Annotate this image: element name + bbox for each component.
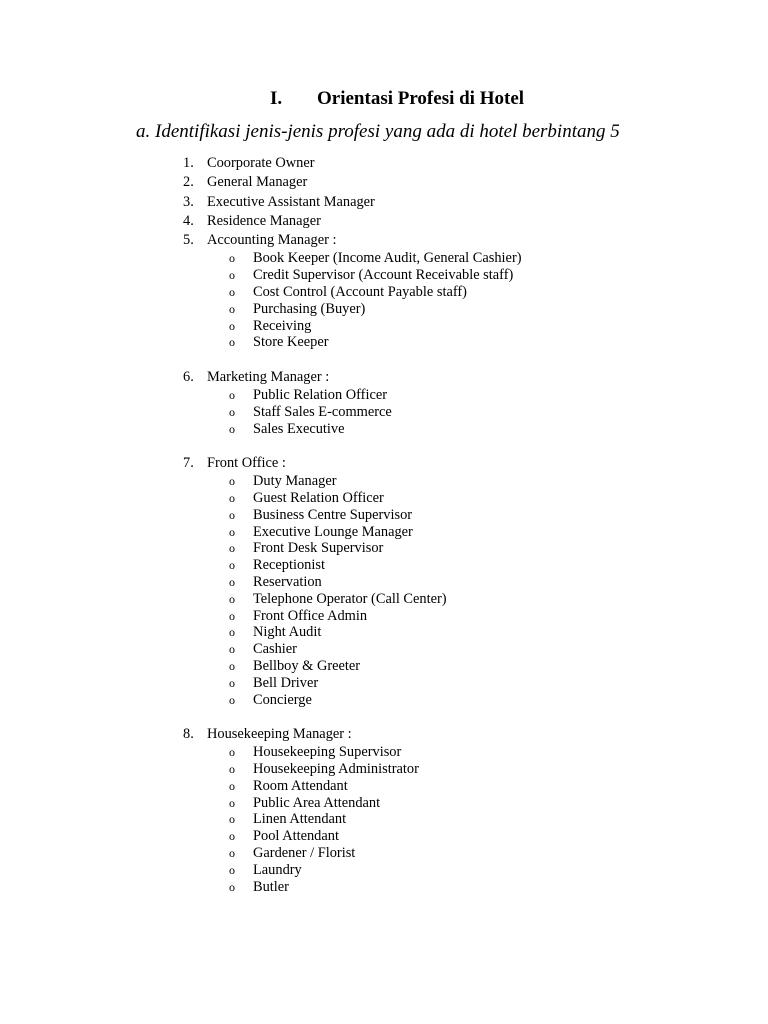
sub-list-item-label: Executive Lounge Manager: [253, 523, 413, 540]
sub-list-item: [0, 778, 768, 795]
circle-bullet-icon: o: [229, 318, 235, 333]
sub-list-item: [0, 404, 768, 421]
circle-bullet-icon: o: [229, 591, 235, 606]
sub-list-item-label: Receptionist: [253, 557, 325, 574]
sub-list-item: [0, 574, 768, 591]
circle-bullet-icon: o: [229, 659, 235, 674]
sub-list-item: [0, 318, 768, 335]
sub-list-item: [0, 473, 768, 490]
sub-list-item-label: Night Audit: [253, 624, 322, 641]
subsection-heading: a. Identifikasi jenis-jenis profesi yang ada di hotel berbintang 5: [136, 121, 620, 142]
list-item-label: Front Office :: [207, 454, 286, 471]
circle-bullet-icon: o: [229, 404, 235, 419]
circle-bullet-icon: o: [229, 285, 235, 300]
sub-list-item: [0, 862, 768, 879]
circle-bullet-icon: o: [229, 675, 235, 690]
sub-list-item: [0, 845, 768, 862]
circle-bullet-icon: o: [229, 762, 235, 776]
circle-bullet-icon: o: [229, 862, 235, 877]
list-item-label: Housekeeping Manager :: [207, 725, 352, 742]
circle-bullet-icon: o: [229, 335, 235, 350]
circle-bullet-icon: o: [229, 845, 235, 860]
list-item: [0, 725, 768, 744]
circle-bullet-icon: o: [229, 608, 235, 623]
sub-list-item: [0, 334, 768, 351]
sub-list-item-label: Store Keeper: [253, 334, 329, 351]
circle-bullet-icon: o: [229, 268, 235, 283]
list-item-label: Accounting Manager :: [207, 232, 337, 249]
circle-bullet-icon: o: [229, 692, 235, 707]
circle-bullet-icon: o: [229, 879, 235, 894]
sub-list-item-label: Butler: [253, 878, 289, 895]
sub-list-item: [0, 387, 768, 404]
sub-list-item: [0, 795, 768, 812]
list-item: [0, 193, 768, 212]
circle-bullet-icon: o: [229, 524, 235, 539]
sub-list-item-label: Public Area Attendant: [253, 794, 381, 811]
sub-list-item-label: Linen Attendant: [253, 811, 347, 828]
sub-list-item-label: Cashier: [253, 641, 297, 658]
section-title: Orientasi Profesi di Hotel: [317, 88, 525, 109]
sub-list-item-label: Sales Executive: [253, 420, 345, 437]
circle-bullet-icon: o: [229, 575, 235, 590]
sub-list-item-label: Book Keeper (Income Audit, General Cashier): [253, 250, 522, 267]
sub-list-item-label: Front Office Admin: [253, 607, 368, 624]
list-item: [0, 231, 768, 250]
list-item: [0, 173, 768, 192]
sub-list-item: [0, 761, 768, 778]
sub-list-item-label: Bell Driver: [253, 674, 319, 691]
sub-list-item-label: Cost Control (Account Payable staff): [253, 284, 467, 301]
sub-list-item: [0, 284, 768, 301]
list-item-label: Executive Assistant Manager: [207, 193, 375, 210]
sub-list-item: [0, 301, 768, 318]
circle-bullet-icon: o: [229, 812, 235, 827]
sub-list-item-label: Pool Attendant: [253, 828, 339, 845]
circle-bullet-icon: o: [229, 388, 235, 403]
sub-list-item-label: Front Desk Supervisor: [253, 540, 384, 557]
sub-list-item: [0, 557, 768, 574]
sub-list-item: [0, 811, 768, 828]
sub-list-item-label: Receiving: [253, 317, 312, 334]
list-item-label: General Manager: [207, 174, 308, 191]
circle-bullet-icon: o: [229, 474, 235, 489]
sub-list-item: [0, 608, 768, 625]
sub-list-item: [0, 658, 768, 675]
sub-list-item: [0, 540, 768, 557]
circle-bullet-icon: o: [229, 829, 235, 844]
sub-list-item-label: Housekeeping Administrator: [253, 761, 419, 777]
sub-list-item-label: Telephone Operator (Call Center): [253, 590, 447, 607]
circle-bullet-icon: o: [229, 778, 235, 793]
sub-list-item: [0, 507, 768, 524]
list-item-number: 7.: [183, 454, 194, 471]
sub-list-item: [0, 624, 768, 641]
list-item-number: 6.: [183, 368, 194, 385]
list-item-number: 8.: [183, 725, 194, 742]
list-item: [0, 454, 768, 473]
sub-list-item: [0, 267, 768, 284]
list-item-number: 3.: [183, 193, 194, 210]
circle-bullet-icon: o: [229, 251, 235, 266]
sub-list-item: [0, 744, 768, 761]
sub-list-item-label: Duty Manager: [253, 473, 337, 490]
list-item: [0, 154, 768, 173]
list-item-number: 4.: [183, 212, 194, 229]
circle-bullet-icon: o: [229, 795, 235, 810]
sub-list-item-label: Bellboy & Greeter: [253, 658, 361, 675]
sub-list-item-label: Room Attendant: [253, 777, 348, 794]
sub-list-item: [0, 490, 768, 507]
circle-bullet-icon: o: [229, 491, 235, 506]
sub-list-item-label: Laundry: [253, 861, 302, 878]
circle-bullet-icon: o: [229, 421, 235, 436]
sub-list-item-label: Housekeeping Supervisor: [253, 744, 402, 761]
list-gap: [0, 351, 768, 368]
sub-list-item: [0, 591, 768, 608]
profession-list: [0, 154, 768, 895]
sub-list-item-label: Business Centre Supervisor: [253, 506, 413, 523]
sub-list-item: [0, 421, 768, 438]
circle-bullet-icon: o: [229, 541, 235, 556]
sub-list-item: [0, 879, 768, 896]
sub-list-item-label: Public Relation Officer: [253, 387, 388, 404]
list-item-number: 1.: [183, 155, 194, 171]
sub-list-item-label: Reservation: [253, 574, 322, 591]
sub-list-item: [0, 692, 768, 709]
sub-list-item-label: Concierge: [253, 691, 312, 708]
list-item-label: Marketing Manager :: [207, 368, 330, 385]
circle-bullet-icon: o: [229, 301, 235, 316]
sub-list-item: [0, 641, 768, 658]
list-item-number: 2.: [183, 174, 194, 191]
sub-list-item-label: Purchasing (Buyer): [253, 300, 366, 317]
section-number: I.: [270, 88, 283, 109]
circle-bullet-icon: o: [229, 745, 235, 760]
list-item-label: Coorporate Owner: [207, 155, 315, 171]
circle-bullet-icon: o: [229, 642, 235, 657]
sub-list-item: [0, 675, 768, 692]
list-gap: [0, 437, 768, 454]
sub-list-item-label: Credit Supervisor (Account Receivable staff): [253, 267, 514, 284]
sub-list-item-label: Staff Sales E-commerce: [253, 403, 392, 420]
sub-list-item-label: Gardener / Florist: [253, 844, 356, 861]
circle-bullet-icon: o: [229, 507, 235, 522]
circle-bullet-icon: o: [229, 558, 235, 573]
sub-list-item: [0, 828, 768, 845]
sub-list-item: [0, 524, 768, 541]
circle-bullet-icon: o: [229, 625, 235, 640]
list-item: [0, 368, 768, 387]
sub-list-item-label: Guest Relation Officer: [253, 490, 384, 507]
sub-list-item: [0, 250, 768, 267]
list-item-label: Residence Manager: [207, 212, 321, 229]
list-gap: [0, 708, 768, 725]
list-item: [0, 212, 768, 231]
list-item-number: 5.: [183, 232, 194, 249]
